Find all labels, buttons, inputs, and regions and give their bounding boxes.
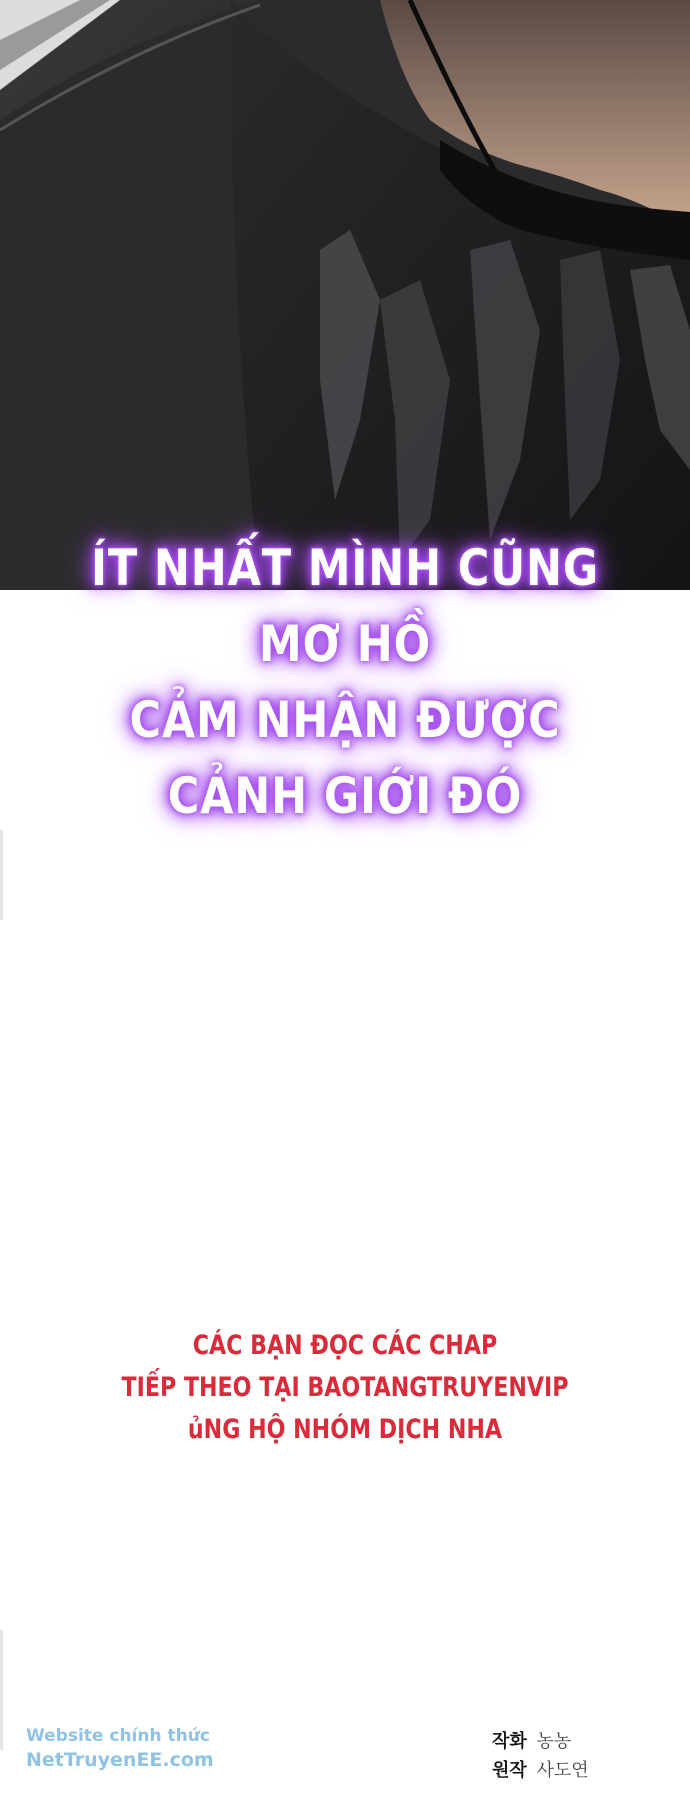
speech-line-2: CẢM NHẬN ĐƯỢC bbox=[129, 691, 561, 749]
watermark-site: NetTruyenEE.com bbox=[26, 1749, 214, 1771]
credit-name: 사도연 bbox=[536, 1760, 589, 1781]
edge-mark bbox=[0, 1630, 3, 1750]
credit-story bbox=[492, 1756, 589, 1785]
panel-artwork bbox=[0, 0, 690, 590]
dark-manga-panel bbox=[0, 0, 690, 590]
site-watermark bbox=[26, 1725, 214, 1773]
notice-line-3: ủNG HỘ NHÓM DỊCH NHA bbox=[187, 1414, 503, 1445]
notice-line-1: CÁC BẠN ĐỌC CÁC CHAP bbox=[192, 1330, 498, 1361]
speech-line-3: CẢNH GIỚI ĐÓ bbox=[167, 767, 523, 825]
credit-art bbox=[492, 1727, 589, 1756]
notice-line-2: TIẾP THEO TẠI BAOTANGTRUYENVIP bbox=[121, 1372, 569, 1403]
credit-role: 원작 bbox=[492, 1760, 527, 1781]
edge-mark bbox=[0, 830, 3, 920]
speech-text bbox=[0, 530, 690, 834]
credit-name: 농농 bbox=[536, 1731, 572, 1752]
speech-line-1: ÍT NHẤT MÌNH CŨNG MƠ HỒ bbox=[91, 539, 599, 673]
watermark-caption: Website chính thức bbox=[26, 1726, 210, 1746]
credit-role: 작화 bbox=[492, 1731, 527, 1752]
credits bbox=[492, 1727, 589, 1785]
translator-notice bbox=[0, 1325, 690, 1451]
